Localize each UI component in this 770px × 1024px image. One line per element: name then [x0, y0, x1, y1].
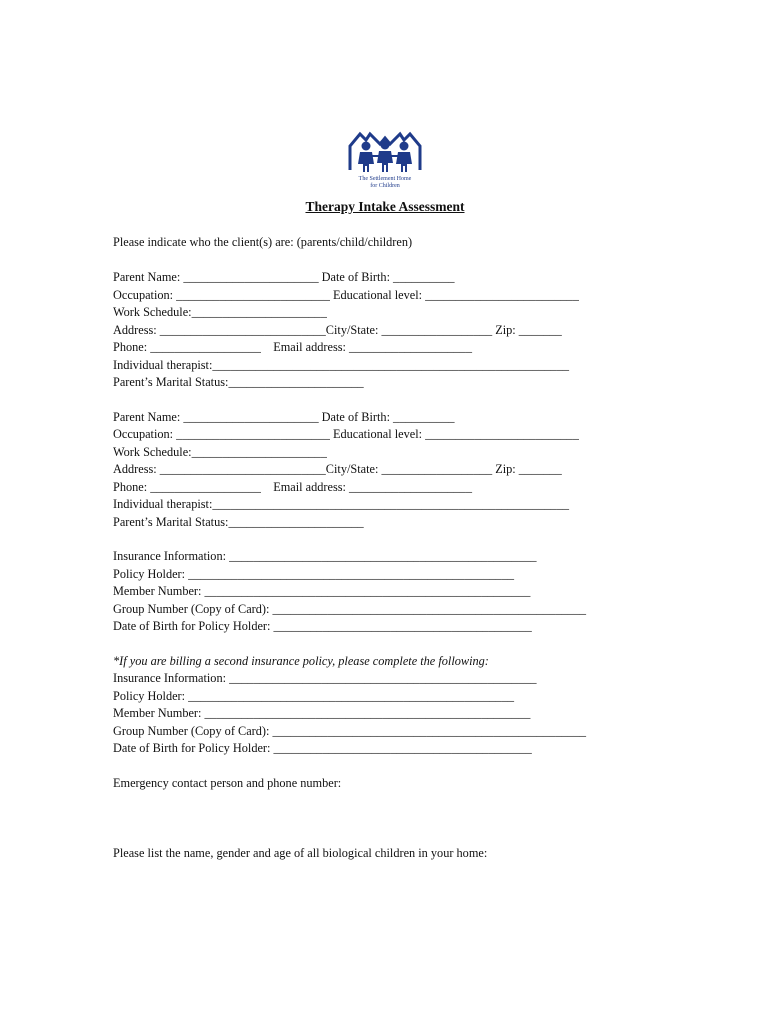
parent1-phone-email-field[interactable]: Phone: __________________ Email address: ____________________ [113, 340, 472, 354]
parent1-therapist-field[interactable]: Individual therapist:__________________________________________________________ [113, 357, 569, 372]
insurance2-holder-dob-field[interactable]: Date of Birth for Policy Holder: __________________________________________ [113, 741, 532, 755]
parent1-name-dob-field[interactable]: Parent Name: ______________________ Date of Birth: __________ [113, 270, 455, 284]
parent2-name-dob-field[interactable]: Parent Name: ______________________ Date of Birth: __________ [113, 409, 455, 424]
insurance2-member-number-field[interactable]: Member Number: _____________________________________________________ [113, 706, 531, 720]
parent2-phone-email-field[interactable]: Phone: __________________ Email address: ____________________ [113, 479, 472, 494]
insurance1-policy-holder-field[interactable]: Policy Holder: _____________________________________________________ [113, 566, 515, 581]
insurance2-info-field[interactable]: Insurance Information: __________________________________________________ [113, 671, 537, 685]
parent1-work-schedule-field[interactable]: Work Schedule:______________________ [113, 305, 327, 319]
logo-text-line2: for Children [370, 183, 400, 188]
parent2-marital-status-field[interactable]: Parent’s Marital Status:______________________ [113, 514, 364, 529]
page-title: Therapy Intake Assessment [305, 199, 465, 214]
parent2-occupation-education-field[interactable]: Occupation: _________________________ Educational level: _________________________ [113, 427, 579, 441]
parent1-marital-status-field[interactable]: Parent’s Marital Status:______________________ [113, 375, 364, 389]
insurance1-info-field[interactable]: Insurance Information: __________________________________________________ [113, 549, 537, 563]
parent1-occupation-education-field[interactable]: Occupation: _________________________ Educational level: _________________________ [113, 287, 579, 302]
logo-text-line1: The Settlement Home [358, 176, 412, 182]
emergency-contact-prompt: Emergency contact person and phone number: [113, 776, 342, 790]
parent1-address-field[interactable]: Address: ___________________________City/State: __________________ Zip: _______ [113, 322, 562, 337]
family-house-logo-icon [346, 130, 424, 188]
parent2-work-schedule-field[interactable]: Work Schedule:______________________ [113, 444, 327, 459]
parent2-therapist-field[interactable]: Individual therapist:__________________________________________________________ [113, 497, 569, 511]
parent2-address-field[interactable]: Address: ___________________________City/State: __________________ Zip: _______ [113, 462, 562, 476]
insurance1-member-number-field[interactable]: Member Number: _____________________________________________________ [113, 584, 531, 598]
insurance1-holder-dob-field[interactable]: Date of Birth for Policy Holder: __________________________________________ [113, 619, 532, 633]
insurance2-group-number-field[interactable]: Group Number (Copy of Card): ___________________________________________________ [113, 723, 587, 738]
second-insurance-note: *If you are billing a second insurance policy, please complete the following: [113, 653, 489, 668]
client-indication-prompt: Please indicate who the client(s) are: (parents/child/children) [113, 235, 413, 249]
insurance2-policy-holder-field[interactable]: Policy Holder: _____________________________________________________ [113, 688, 515, 703]
insurance1-group-number-field[interactable]: Group Number (Copy of Card): ___________________________________________________ [113, 601, 587, 616]
children-list-prompt: Please list the name, gender and age of all biological children in your home: [113, 846, 488, 860]
